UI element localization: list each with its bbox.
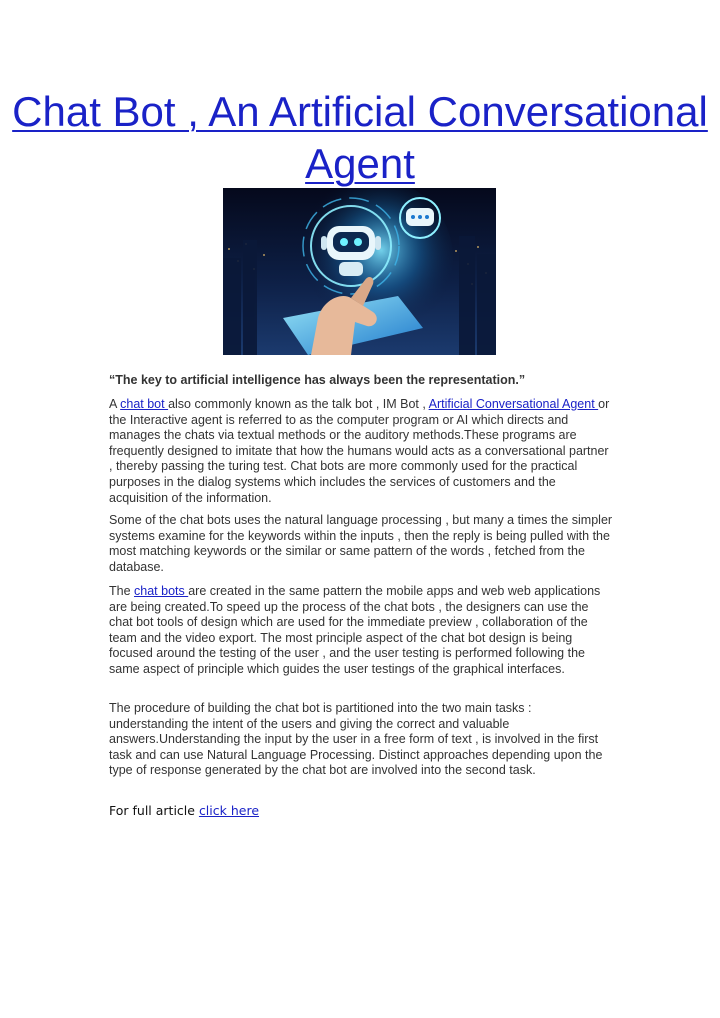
p3-text-1: The bbox=[109, 584, 135, 598]
title-link[interactable]: Chat Bot , An Artificial Conversational Agent bbox=[12, 88, 708, 187]
full-article-line bbox=[109, 803, 259, 818]
click-here-link[interactable]: click here bbox=[198, 803, 260, 818]
p1-text-1: A bbox=[109, 397, 121, 411]
paragraph-3 bbox=[109, 584, 614, 678]
robot-chatbot-illustration bbox=[223, 188, 496, 355]
footer-text: For full article bbox=[109, 803, 199, 818]
p3-text-2: are created in the same pattern the mobile apps and web web applications are being created.To speed up the process of the chat bots , the designers can use the chat bot tools of design which are used for the immediate preview , collaboration of the team and the video export. The most principle aspect of the chat bot design is being focused around the testing of the user , and the user testing is performed following the same aspect of principle which guides the user testings of the graphical interfaces. bbox=[109, 584, 601, 676]
chat-bots-link[interactable]: chat bots bbox=[134, 584, 189, 598]
paragraph-2: Some of the chat bots uses the natural language processing , but many a times the simpler systems examine for the keywords within the inputs , then the reply is being pulled with the most matching keywords or the similar or same pattern of the words , fetched from the database. bbox=[109, 513, 613, 574]
hero-image bbox=[223, 188, 496, 355]
artificial-conversational-agent-link[interactable]: Artificial Conversational Agent bbox=[428, 397, 599, 411]
paragraph-4: The procedure of building the chat bot is partitioned into the two main tasks : understanding the intent of the users and giving the correct and valuable answers.Understanding the input by the user in a free form of text , is involved in the first task and can use Natural Language Processing. Distinct approaches depending upon the type of response generated by the chat bot are involved into the second task. bbox=[109, 701, 603, 778]
chat-bot-link[interactable]: chat bot bbox=[120, 397, 169, 411]
page-title bbox=[0, 86, 720, 190]
paragraph-1 bbox=[109, 397, 614, 506]
p1-text-3: or the Interactive agent is referred to as the computer program or AI which directs and manages the chats via textual methods or the auditory methods.These programs are frequently designed to imitate that how the humans would acts as a conversational partner , thereby passing the turing test. Chat bots are more commonly used for the practical purposes in the dialog systems which includes the services of customers and the acquisition of the information. bbox=[109, 397, 610, 505]
p1-text-2: also commonly known as the talk bot , IM Bot , bbox=[168, 397, 429, 411]
quote: “The key to artificial intelligence has always been the representation.” bbox=[109, 373, 526, 387]
